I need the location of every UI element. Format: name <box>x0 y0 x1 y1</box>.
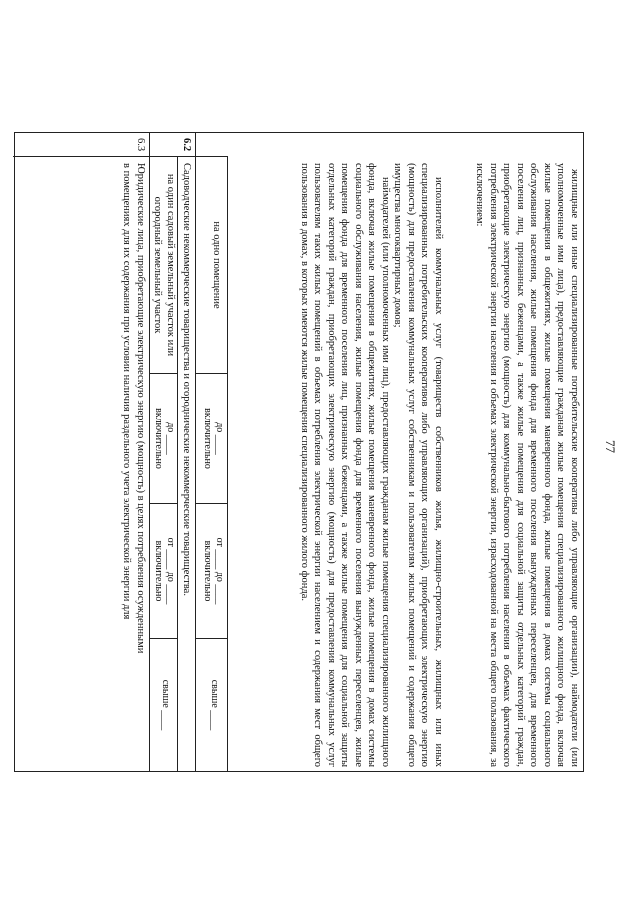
row-top-paragraph-3: наймодателей (или уполномоченных ими лиц), предоставляющих гражданам жилые помещения специализированного жилищного фонда, включая жилые помещения в общежитиях, жилые помещения маневренного фонда, жилые помещения в домах системы социального обслуживания населения, жилые помещения фонда для временного поселения вынужденных переселенцев, жилые помещения фонда для временного поселения лиц, признанных беженцами, а также жилые помещения для социальной защиты отдельных категорий граждан, приобретающих электрическую энергию (мощность) для предоставления коммунальных услуг пользователям таких жилых помещений в объемах потребления электрической энергии населением и содержания мест общего пользования в домах, в которых имеются жилые помещения специализированного жилого фонда. <box>299 163 391 767</box>
row-top-sub-label: на одно помещение <box>211 221 222 309</box>
row-6-2-sub-label-2: огородный земельный участок <box>152 196 163 334</box>
row-top-c2-b: включительно <box>202 540 213 602</box>
row-top-paragraph-2: исполнителей коммунальных услуг (товариществ собственников жилья, жилищно-строительных, жилищных или иных специализированных потребительских кооперативов либо управляющих организаций), приобретающих электрическую энергию (мощность) для предоставления коммунальных услуг собственникам и пользователям жилых помещений и содержания общего имущества многоквартирных домов; <box>392 163 444 767</box>
row-top-c1-b: включительно <box>202 408 213 469</box>
row-6-3-line-1: Юридические лица, приобретающие электрическую энергию (мощность) в целях потребления осужденными <box>135 163 146 654</box>
row-6-2-title: Садоводческие некоммерческие товарищества и огороднические некоммерческие товарищества. <box>181 163 192 596</box>
row-6-3-line-2: в помещениях для их содержания при условии наличия раздельного учета электрической энергии для <box>121 163 132 620</box>
row-6-2-c2-a: от ____ до ____ <box>165 537 176 605</box>
page-number: 77 <box>603 440 618 453</box>
row-6-3-number: 6.3 <box>135 137 146 152</box>
row-6-2-c3: свыше ____ <box>160 679 171 731</box>
row-6-2-sub-label-1: на один садовый земельный участок или <box>165 173 176 357</box>
row-top-paragraph-1: жилищные или иные специализированные потребительские кооперативы либо управляющие организации), наймодатели (или уполномоченные ими лица), предоставляющие гражданам жилые помещения специализированного жилищного фонда, включая жилые помещения в общежитиях, жилые помещения маневренного фонда, жилые помещения в домах системы социального обслуживания населения, жилые помещения фонда для временного поселения вынужденных переселенцев, для временного поселения лиц, признанных беженцами, а также жилые помещения для социальной защиты отдельных категорий граждан, приобретающие электрическую энергию (мощность) для коммунально-бытового потребления населения в объемах фактического потребления электрической энергии населения и объемах электрической энергии, израсходованной на места общего пользования, за исключением: <box>474 163 580 767</box>
row-top-c2-a: от ____ до ____ <box>214 537 225 605</box>
row-6-2-c1-b: включительно <box>153 408 164 469</box>
row-top-c1-a: до ____ <box>214 422 225 455</box>
row-6-2-number: 6.2 <box>181 137 192 152</box>
tariff-table <box>14 132 584 772</box>
row-6-2-c1-a: до ____ <box>165 422 176 455</box>
row-6-2-c2-b: включительно <box>153 540 164 602</box>
row-top-c3: свыше ____ <box>209 679 220 731</box>
